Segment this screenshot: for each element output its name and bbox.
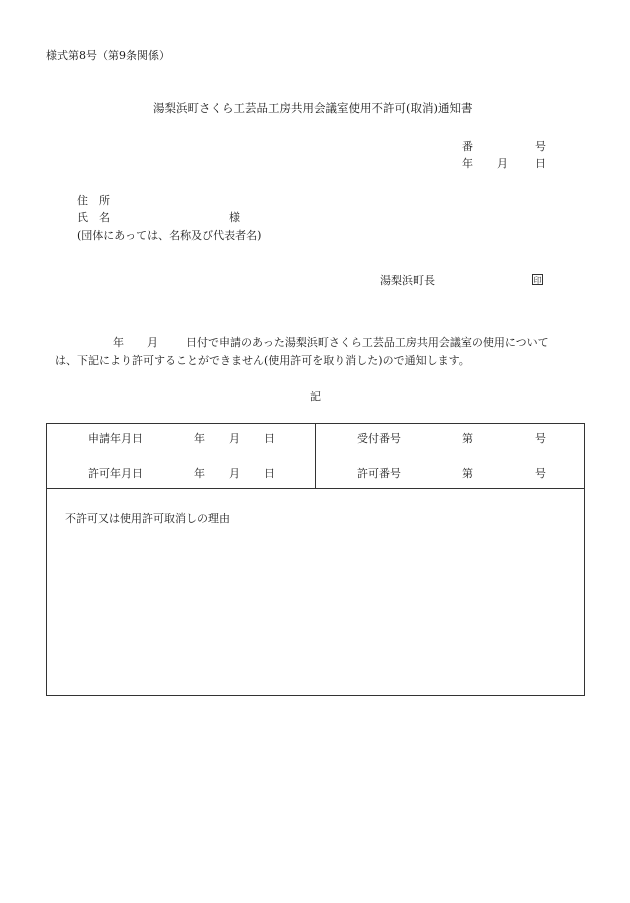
honorific-sama: 様 xyxy=(229,211,240,224)
table-column-divider xyxy=(315,423,316,488)
permit-date-label: 許可年月日 xyxy=(88,467,143,480)
date-year: 年 xyxy=(462,157,473,170)
body-month: 月 xyxy=(147,336,158,349)
date-day: 日 xyxy=(535,157,546,170)
body-line1: 日付で申請のあった湯梨浜町さくら工芸品工房共用会議室の使用について xyxy=(186,336,549,349)
date-month: 月 xyxy=(497,157,508,170)
body-line2: は、下記により許可することができません(使用許可を取り消した)ので通知します。 xyxy=(55,354,470,367)
reason-label: 不許可又は使用許可取消しの理由 xyxy=(65,512,230,525)
group-note: (団体にあっては、名称及び代表者名) xyxy=(77,229,262,242)
body-year: 年 xyxy=(113,336,124,349)
permit-dai: 第 xyxy=(462,467,473,480)
form-number: 様式第8号（第9条関係） xyxy=(46,49,170,62)
permit-month: 月 xyxy=(229,467,240,480)
receipt-go: 号 xyxy=(535,432,546,445)
application-date-label: 申請年月日 xyxy=(88,432,143,445)
receipt-number-label: 受付番号 xyxy=(357,432,401,445)
permit-go: 号 xyxy=(535,467,546,480)
issuer-title: 湯梨浜町長 xyxy=(380,274,435,287)
number-go: 号 xyxy=(535,140,546,153)
address-label: 住 所 xyxy=(77,194,110,207)
receipt-dai: 第 xyxy=(462,432,473,445)
permit-number-label: 許可番号 xyxy=(357,467,401,480)
table-divider xyxy=(46,488,585,489)
application-month: 月 xyxy=(229,432,240,445)
application-day: 日 xyxy=(264,432,275,445)
ki-label: 記 xyxy=(310,390,321,403)
name-label: 氏 名 xyxy=(77,211,110,224)
document-title: 湯梨浜町さくら工芸品工房共用会議室使用不許可(取消)通知書 xyxy=(153,101,473,115)
seal-mark: 印 xyxy=(533,276,542,285)
application-year: 年 xyxy=(194,432,205,445)
permit-day: 日 xyxy=(264,467,275,480)
number-ban: 番 xyxy=(462,140,473,153)
permit-year: 年 xyxy=(194,467,205,480)
